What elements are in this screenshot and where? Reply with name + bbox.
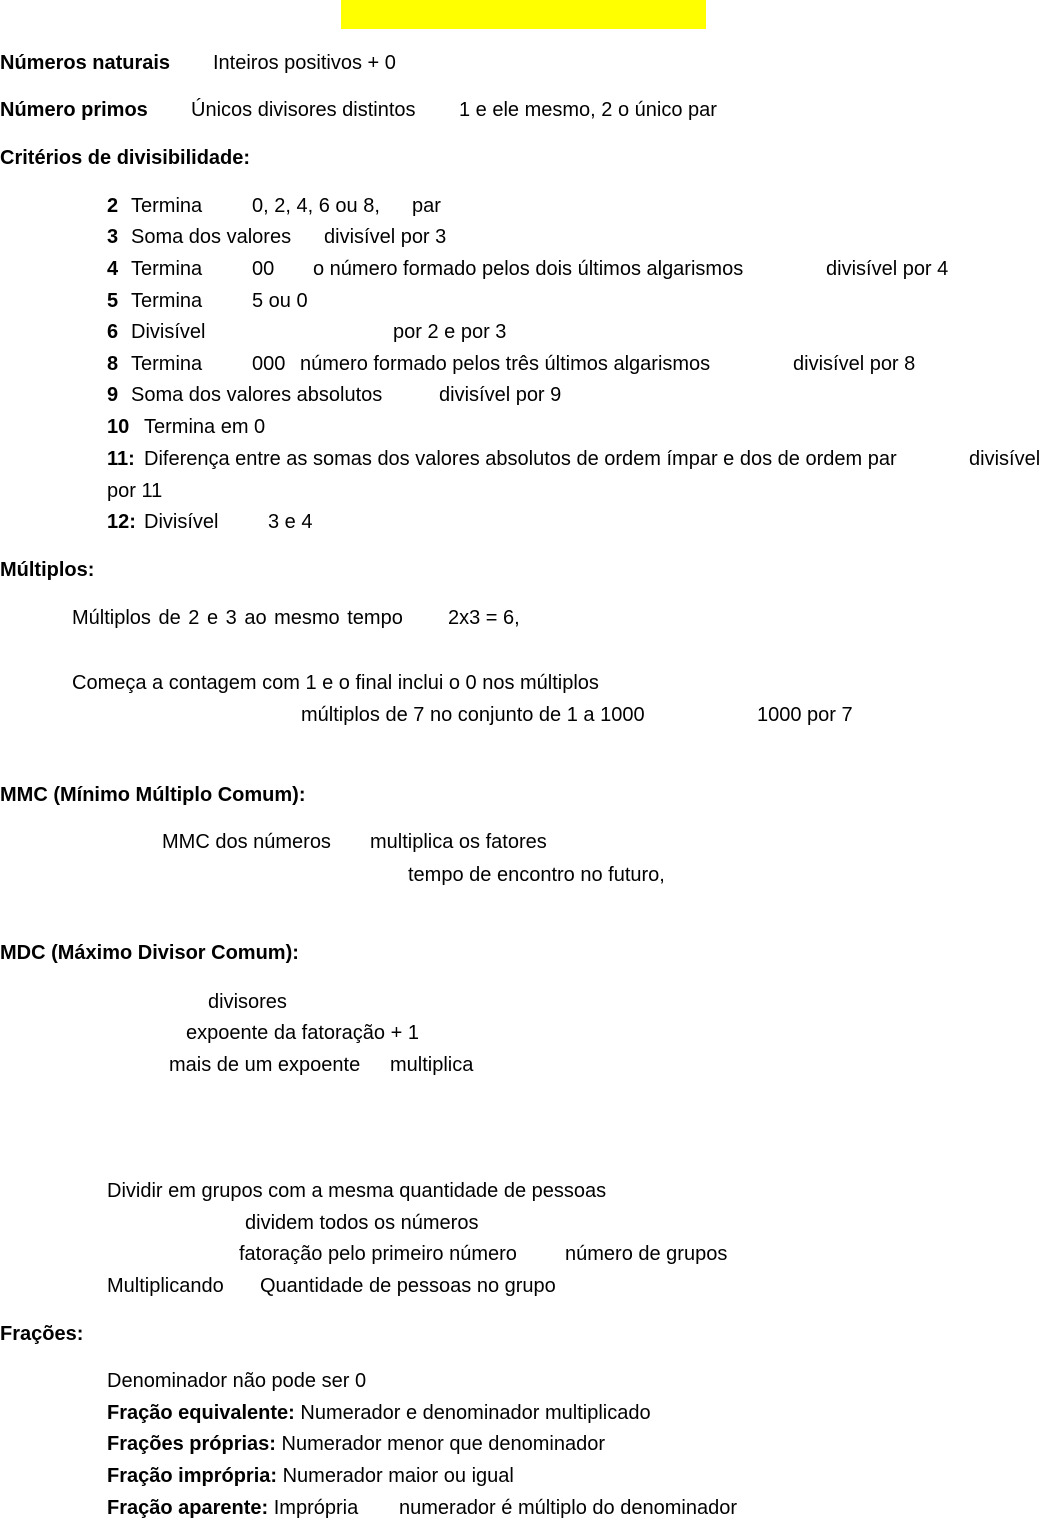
criterio-number: 3 — [107, 226, 119, 248]
mdc-line: dividem todos os números — [245, 1212, 479, 1234]
criterio-text: 0, 2, 4, 6 ou 8, — [252, 195, 380, 217]
criterio-text: divisível por 8 — [793, 353, 916, 375]
criterio-text: divisível por 3 — [324, 226, 447, 248]
criterio-number: 12: — [107, 511, 136, 533]
desc-numero-primos: Únicos divisores distintos — [191, 99, 416, 121]
criterio-text: Soma dos valores absolutos — [131, 384, 383, 406]
mdc-line: Dividir em grupos com a mesma quantidade de pessoas — [107, 1180, 607, 1202]
mdc-line: multiplica — [390, 1054, 474, 1076]
criterio-text: Diferença entre as somas dos valores absolutos de ordem ímpar e dos de ordem par — [144, 448, 897, 470]
criterio-text: par — [412, 195, 441, 217]
desc-numeros-naturais: Inteiros positivos + 0 — [213, 52, 396, 74]
fracao-desc: Numerador e denominador multiplicado — [300, 1402, 651, 1424]
criterio-text: 000 — [252, 353, 286, 375]
criterio-text: Termina em 0 — [144, 416, 266, 438]
criterio-number: 9 — [107, 384, 119, 406]
mdc-line: fatoração pelo primeiro número — [239, 1243, 517, 1265]
multiplos-line: 1000 por 7 — [757, 704, 853, 726]
criterio-text: por 11 — [107, 480, 163, 502]
fracao-term: Fração aparente: — [107, 1497, 269, 1519]
mmc-line: MMC dos números — [162, 831, 331, 853]
fracoes-line: Denominador não pode ser 0 — [107, 1370, 367, 1392]
criterio-text: Termina — [131, 290, 203, 312]
criterio-text: Divisível — [144, 511, 219, 533]
multiplos-line: Múltiplos de 2 e 3 ao mesmo tempo — [72, 607, 403, 629]
criterio-text: divisível — [969, 448, 1041, 470]
mdc-line: divisores — [208, 991, 287, 1013]
fracoes-line — [107, 1401, 651, 1425]
term-numero-primos: Número primos — [0, 99, 148, 121]
criterio-text: divisível por 9 — [439, 384, 562, 406]
heading-multiplos: Múltiplos: — [0, 559, 95, 581]
fracao-desc: Numerador maior ou igual — [282, 1465, 514, 1487]
mdc-line: Multiplicando — [107, 1275, 224, 1297]
criterio-number: 4 — [107, 258, 119, 280]
heading-fracoes: Frações: — [0, 1323, 84, 1345]
criterio-number: 5 — [107, 290, 119, 312]
detail-numero-primos: 1 e ele mesmo, 2 o único par — [459, 99, 717, 121]
criterio-text: Termina — [131, 195, 203, 217]
criterio-text: divisível por 4 — [826, 258, 949, 280]
fracao-term: Fração equivalente: — [107, 1402, 295, 1424]
fracao-desc: Numerador menor que denominador — [281, 1433, 606, 1455]
criterio-text: 5 ou 0 — [252, 290, 308, 312]
criterio-text: 3 e 4 — [268, 511, 313, 533]
criterio-text: por 2 e por 3 — [393, 321, 507, 343]
fracoes-line — [107, 1432, 605, 1456]
criterio-number: 11: — [107, 448, 135, 470]
mdc-line: mais de um expoente — [169, 1054, 361, 1076]
multiplos-line: Começa a contagem com 1 e o final inclui o 0 nos múltiplos — [72, 672, 599, 694]
criterio-text: Termina — [131, 353, 203, 375]
multiplos-line: múltiplos de 7 no conjunto de 1 a 1000 — [301, 704, 645, 726]
mdc-line: Quantidade de pessoas no grupo — [260, 1275, 556, 1297]
criterio-text: o número formado pelos dois últimos algarismos — [313, 258, 744, 280]
criterio-text: Divisível — [131, 321, 206, 343]
fracao-term: Fração imprópria: — [107, 1465, 278, 1487]
heading-mdc: MDC (Máximo Divisor Comum): — [0, 942, 299, 964]
term-numeros-naturais: Números naturais — [0, 52, 171, 74]
fracao-desc: Imprópria — [273, 1497, 359, 1519]
criterio-number: 2 — [107, 195, 119, 217]
criterio-text: 00 — [252, 258, 275, 280]
heading-mmc: MMC (Mínimo Múltiplo Comum): — [0, 784, 306, 806]
criterio-text: Termina — [131, 258, 203, 280]
mdc-line: número de grupos — [565, 1243, 728, 1265]
criterio-text: número formado pelos três últimos algarismos — [300, 353, 711, 375]
criterio-text: Soma dos valores — [131, 226, 292, 248]
criterio-number: 6 — [107, 321, 119, 343]
fracoes-line — [107, 1496, 358, 1520]
fracoes-line — [107, 1464, 514, 1488]
fracao-desc: numerador é múltiplo do denominador — [399, 1497, 737, 1519]
heading-criterios: Critérios de divisibilidade: — [0, 147, 251, 169]
mdc-line: expoente da fatoração + 1 — [186, 1022, 419, 1044]
criterio-number: 8 — [107, 353, 119, 375]
multiplos-line: 2x3 = 6, — [448, 607, 520, 629]
fracao-term: Frações próprias: — [107, 1433, 276, 1455]
mmc-line: multiplica os fatores — [370, 831, 547, 853]
mmc-line: tempo de encontro no futuro, — [408, 864, 665, 886]
criterio-number: 10 — [107, 416, 130, 438]
yellow-highlight-bar — [341, 0, 706, 29]
